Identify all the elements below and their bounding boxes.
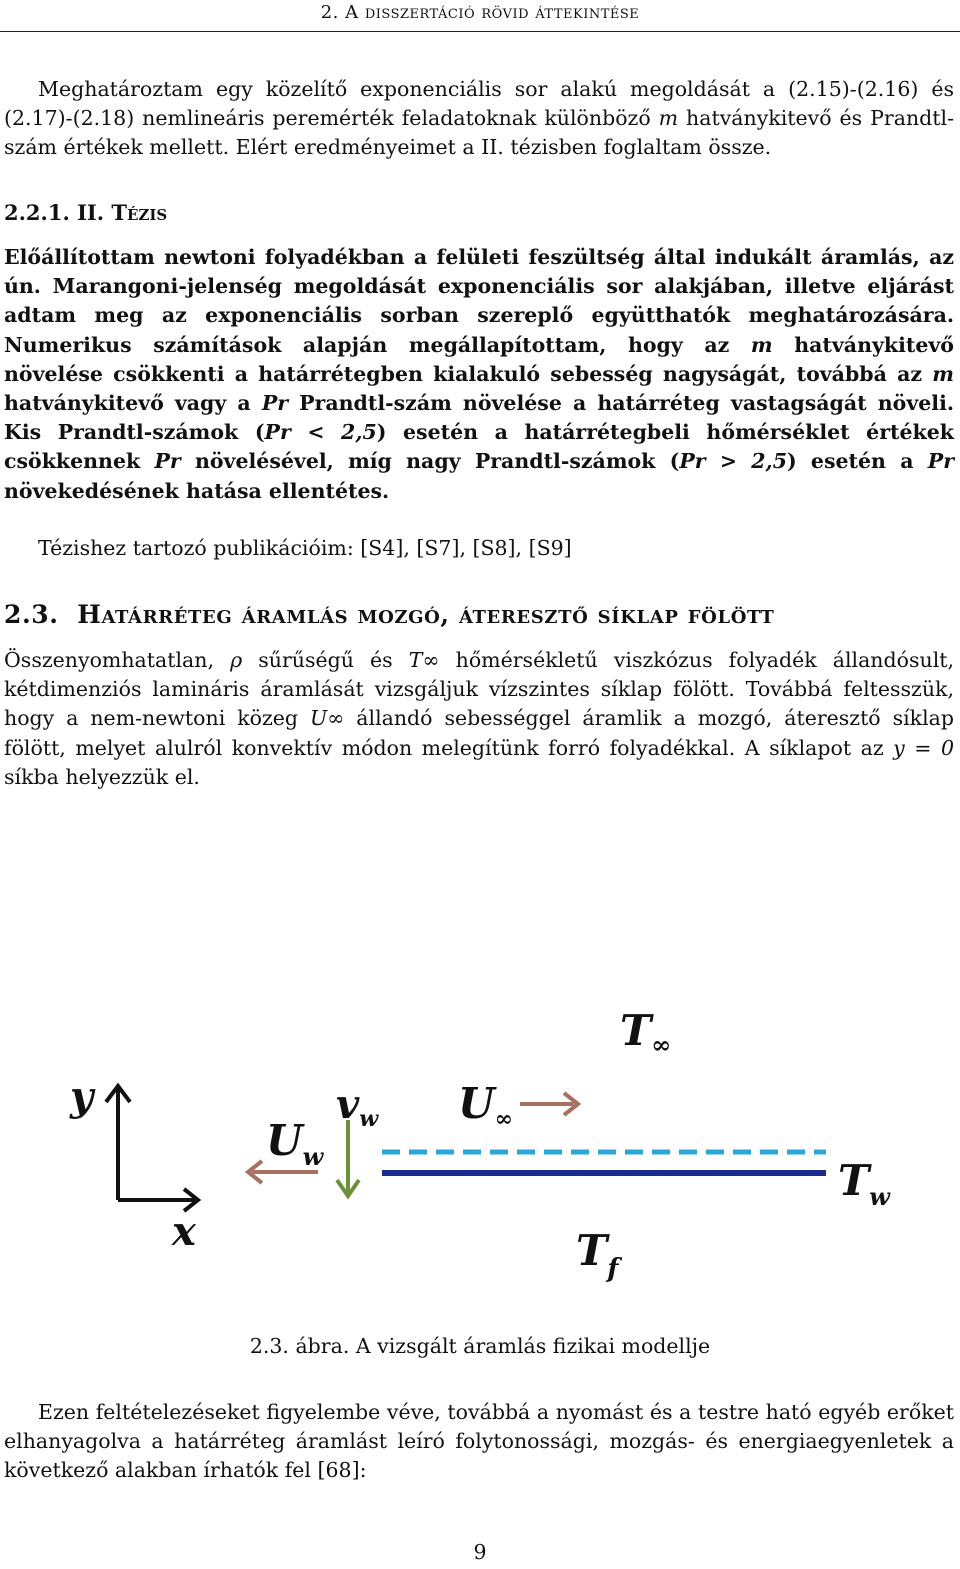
intro-text-2: hatványkitevő és Prandtl-szám értékek mellett. Elért eredményeimet a II. tézisben foglaltam össze.	[4, 106, 954, 160]
y-equation: y = 0	[893, 735, 954, 760]
tf-label	[576, 1226, 622, 1284]
body1-text-3: hőmérsékletű viszkózus folyadék állandósult, kétdimenziós lamináris áramlását vizsgáljuk vízszintes síklap fölött. Továbbá feltesszük, hogy a nem-newtoni közeg	[4, 648, 955, 731]
thesis-m-symbol: m	[932, 361, 954, 386]
vw-label-main: v	[336, 1081, 360, 1128]
uinf-label-sub: ∞	[494, 1106, 513, 1132]
uw-label-main: U	[266, 1116, 303, 1165]
tinf-label-main: T	[620, 1006, 652, 1055]
thesis-pr-inequality: Pr > 2,5	[679, 449, 787, 474]
thesis-text-7: ) esetén a	[786, 449, 928, 474]
body-paragraph-1	[4, 646, 954, 792]
thesis-text-3: hatványkitevő vagy a	[4, 391, 262, 416]
body1-text-1: Összenyomhatatlan,	[4, 648, 231, 672]
vw-label-sub: w	[359, 1106, 379, 1132]
x-axis-label: x	[172, 1208, 196, 1255]
publications-line: Tézishez tartozó publikációim: [S4], [S7], [S8], [S9]	[38, 536, 572, 560]
header-rule	[0, 31, 960, 32]
body-paragraph-2: Ezen feltételezéseket figyelembe véve, továbbá a nyomást és a testre ható egyéb erőket elhanyagolva a határréteg áramlást leíró folytonossági, mozgás- és energiaegyenletek a következő alakban írhatók fel [68]:	[4, 1400, 954, 1483]
thesis-pr-inequality: Pr < 2,5	[264, 420, 377, 445]
uw-label-sub: w	[302, 1142, 324, 1171]
section-title: Határréteg áramlás mozgó, áteresztő síklap fölött	[77, 600, 775, 629]
intro-text-1: Meghatároztam egy közelítő exponenciális sor alakú megoldását a (2.15)-(2.16) és (2.17)-(2.18) nemlineáris peremérték feladatoknak különböző	[4, 77, 954, 131]
tinf-label-sub: ∞	[651, 1030, 672, 1059]
thesis-text-1: Előállítottam newtoni folyadékban a felületi feszültség által indukált áramlás, az ún. Marangoni-jelenség megoldását exponenciális sor alakjában, illetve eljárást adtam meg az exponenciális sorban szereplő együtthatók meghatározására. Numerikus számítások alapján megállapítottam, hogy az	[4, 245, 954, 357]
flow-model-figure	[0, 990, 960, 1300]
tw-label-main: T	[838, 1156, 870, 1205]
uinf-label-main: U	[458, 1079, 495, 1128]
tinf-label	[620, 1006, 671, 1059]
tw-label	[838, 1156, 891, 1211]
vw-label	[336, 1081, 379, 1132]
tf-label-main: T	[576, 1226, 608, 1275]
subsection-title: Tézis	[111, 200, 168, 225]
u-infinity-symbol: U∞	[309, 706, 345, 731]
body1-text-2: sűrűségű és	[242, 648, 409, 672]
body1-text-5: síkba helyezzük el.	[4, 764, 200, 789]
thesis-m-symbol: m	[750, 332, 773, 357]
thesis-text-4: Prandtl-szám növelése a határréteg vastagságát növeli. Kis Prandtl-számok (	[4, 391, 954, 445]
thesis-pr-symbol: Pr	[927, 449, 955, 474]
thesis-text-2: hatványkitevő növelése csökkenti a határrétegben kialakuló sebesség nagyságát, továbbá az	[4, 332, 954, 386]
thesis-text-6: növelésével, míg nagy Prandtl-számok (	[180, 449, 680, 474]
tf-label-sub: f	[607, 1254, 619, 1284]
intro-paragraph	[4, 75, 954, 163]
thesis-pr-symbol: Pr	[154, 449, 181, 474]
t-infinity-symbol: T∞	[408, 648, 440, 672]
section-number: 2.3.	[4, 600, 59, 629]
body1-text-4: állandó sebességgel áramlik a mozgó, áteresztő síklap fölött, melyet alulról konvektív módon melegítünk forró folyadékkal. A síklapot az	[4, 706, 954, 760]
y-axis-label: y	[70, 1073, 94, 1120]
thesis-paragraph	[4, 243, 954, 506]
thesis-pr-symbol: Pr	[261, 391, 289, 416]
uw-label	[266, 1116, 325, 1171]
section-heading	[4, 600, 774, 629]
running-header: 2. A disszertáció rövid áttekintése	[320, 2, 640, 23]
page-number: 9	[473, 1540, 487, 1564]
thesis-text-5: ) esetén a határrétegbeli hőmérséklet értékek csökkennek	[4, 420, 954, 474]
uinf-label	[458, 1079, 513, 1132]
thesis-text-8: növekedésének hatása ellentétes.	[4, 478, 390, 503]
figure-caption: 2.3. ábra. A vizsgált áramlás fizikai modellje	[249, 1334, 711, 1358]
rho-symbol: ρ	[230, 648, 243, 672]
intro-m-symbol: m	[658, 106, 679, 131]
subsection-number: 2.2.1. II.	[4, 200, 105, 225]
tw-label-sub: w	[869, 1182, 890, 1211]
subsection-heading	[4, 200, 167, 225]
